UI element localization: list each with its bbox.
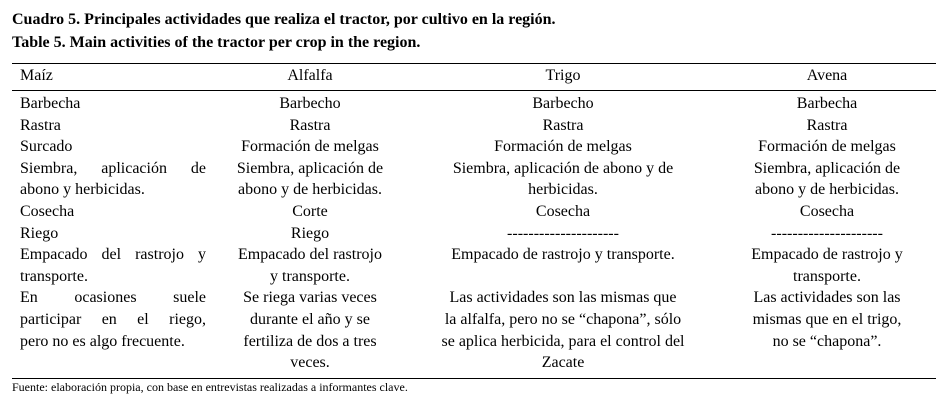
cell-line: y transporte. [270, 267, 350, 285]
cell-line: Cosecha [799, 202, 855, 220]
cell-line: Zacate [541, 354, 585, 372]
cell-line: abono y de herbicidas. [755, 181, 899, 199]
cell-line: mismas que en el trigo, [752, 310, 902, 328]
cell-line: Empacado de rastrojo y [751, 246, 903, 264]
cell-line: Las actividades son las [753, 289, 901, 307]
cell-line: Rastra [289, 116, 331, 134]
cell-line: En ocasiones suele [20, 289, 206, 307]
column-alfalfa [216, 93, 404, 374]
cell-line: Barbecho [279, 95, 341, 112]
cell-line: Corte [292, 202, 328, 220]
cell-line: Barbecha [796, 95, 858, 112]
cell-line: Surcado [20, 138, 73, 156]
top-rule [12, 63, 936, 64]
cell-line: Formación de melgas [494, 138, 632, 156]
cell-line: se aplica herbicida, para el control del [441, 332, 685, 350]
cell-line: pero no es algo frecuente. [20, 332, 185, 350]
cell-line: Formación de melgas [758, 138, 896, 156]
cell-line: Siembra, aplicación de abono y de [452, 159, 674, 177]
cell-line: Barbecho [532, 95, 594, 112]
cell-line: Formación de melgas [241, 138, 379, 156]
header-avena: Avena [806, 67, 848, 84]
header-trigo: Trigo [545, 67, 581, 84]
cell-line: Siembra, aplicación de [753, 159, 901, 177]
column-trigo [414, 93, 712, 374]
cell-line: Barbecha [20, 95, 81, 112]
table-caption-spanish: Cuadro 5. Principales actividades que realiza el tractor, por cultivo en la región. [12, 11, 556, 28]
cell-line: veces. [290, 354, 330, 372]
cell-line: Riego [290, 224, 330, 242]
cell-line: Rastra [806, 116, 848, 134]
cell-line: Siembra, aplicación de [20, 159, 206, 177]
cell-line: abono y herbicidas. [20, 181, 145, 199]
column-avena [722, 93, 932, 352]
cell-line: Siembra, aplicación de [236, 159, 384, 177]
cell-line: Las actividades son las mismas que [449, 289, 677, 307]
header-maiz: Maíz [20, 67, 53, 84]
cell-line: transporte. [20, 267, 88, 285]
header-alfalfa: Alfalfa [287, 67, 333, 84]
cell-line: Riego [20, 224, 59, 242]
cell-line: abono y de herbicidas. [238, 181, 382, 199]
cell-line: --------------------- [771, 224, 883, 242]
cell-line: herbicidas. [528, 181, 598, 199]
cell-line: Cosecha [535, 202, 591, 220]
cell-line: Empacado del rastrojo [238, 246, 382, 264]
cell-line: Se riega varias veces [243, 289, 377, 307]
cell-line: --------------------- [507, 224, 619, 242]
cell-line: fertiliza de dos a tres [243, 332, 377, 350]
cell-line: Empacado del rastrojo y [20, 246, 206, 264]
source-note: Fuente: elaboración propia, con base en entrevistas realizadas a informantes clave. [12, 380, 408, 394]
column-maiz [20, 93, 206, 352]
cell-line: transporte. [793, 267, 861, 285]
cell-line: participar en el riego, [20, 310, 206, 328]
cell-line: la alfalfa, pero no se “chapona”, sólo [444, 310, 682, 328]
cell-line: durante el año y se [250, 310, 370, 328]
cell-line: no se “chapona”. [772, 332, 882, 350]
bottom-rule [12, 378, 936, 379]
cell-line: Rastra [542, 116, 584, 134]
cell-line [414, 266, 712, 288]
table-caption-english: Table 5. Main activities of the tractor per crop in the region. [12, 34, 421, 51]
cell-line: Rastra [20, 116, 61, 134]
cell-line: Empacado de rastrojo y transporte. [451, 246, 675, 264]
header-rule [12, 90, 936, 91]
cell-line: Cosecha [20, 202, 75, 220]
